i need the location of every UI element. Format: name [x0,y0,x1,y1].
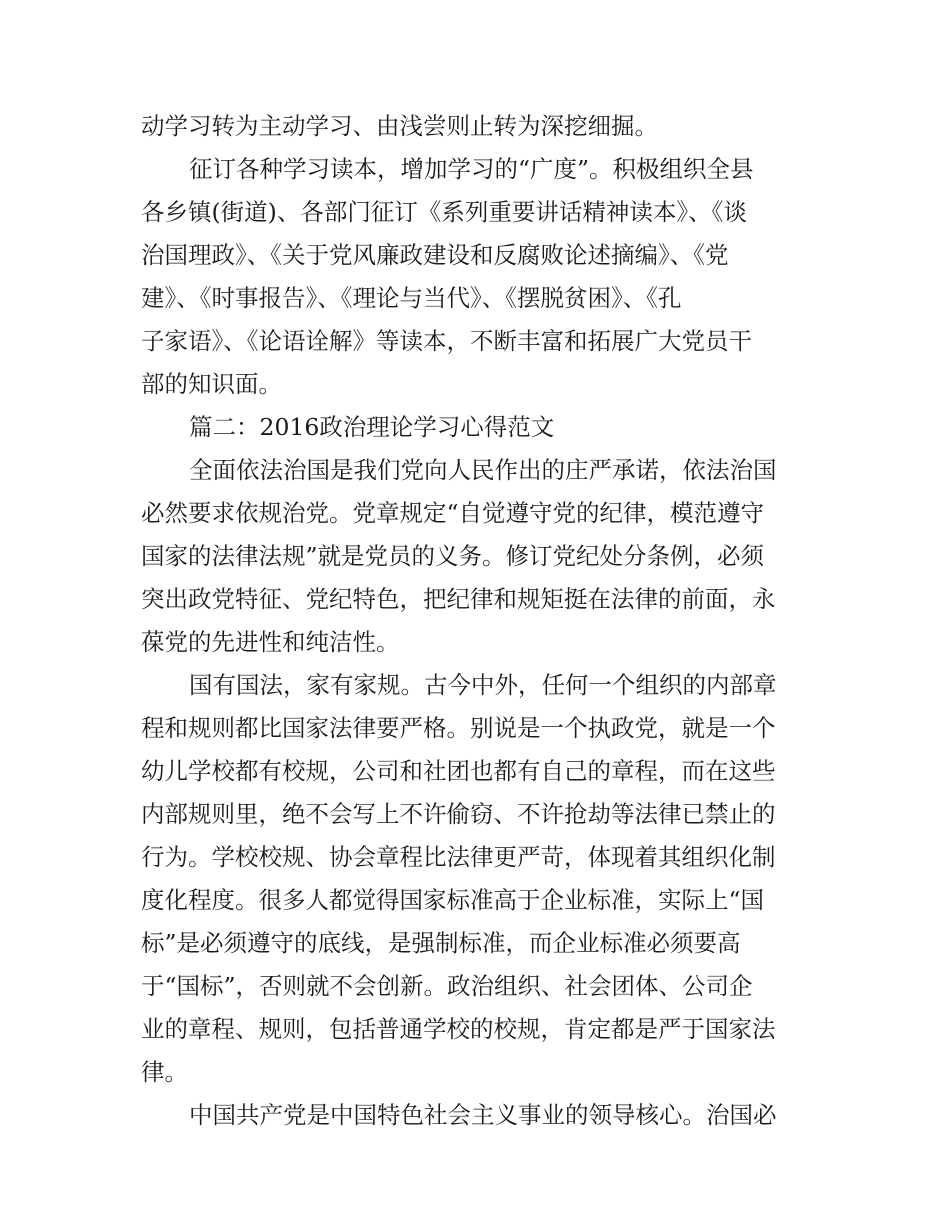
section-heading: 篇二：2016政治理论学习心得范文 [189,413,555,441]
paragraph-first-line: 国有国法，家有家规。古今中外，任何一个组织的内部章 [189,671,777,699]
text-line: 动学习转为主动学习、由浅尝则止转为深挖细掘。 [141,112,658,140]
text-line: 部的知识面。 [141,370,282,398]
text-line: 度化程度。很多人都觉得国家标准高于企业标准，实际上“国 [141,886,765,914]
text-line: 业的章程、规则，包括普通学校的校规，肯定都是严于国家法 [141,1015,776,1043]
text-line: 幼儿学校都有校规，公司和社团也都有自己的章程，而在这些 [141,757,776,785]
text-line: 治国理政》、《关于党风廉政建设和反腐败论述摘编》、《党 [141,241,729,269]
paragraph-first-line: 中国共产党是中国特色社会主义事业的领导核心。治国必 [189,1101,777,1129]
text-line: 葆党的先进性和纯洁性。 [141,628,400,656]
text-line: 行为。学校校规、协会章程比法律更严苛，体现着其组织化制 [141,843,776,871]
text-line: 标”是必须遵守的底线，是强制标准，而企业标准必须要高 [141,929,741,957]
paragraph-first-line: 全面依法治国是我们党向人民作出的庄严承诺，依法治国 [189,456,777,484]
text-line: 国家的法律法规”就是党员的义务。修订党纪处分条例，必须 [141,542,765,570]
text-line: 程和规则都比国家法律要严格。别说是一个执政党，就是一个 [141,714,776,742]
paragraph-first-line: 征订各种学习读本，增加学习的“广度”。积极组织全县 [189,155,754,183]
text-line: 内部规则里，绝不会写上不许偷窃、不许抢劫等法律已禁止的 [141,800,776,828]
text-line: 律。 [141,1058,188,1086]
text-line: 突出政党特征、党纪特色，把纪律和规矩挺在法律的前面，永 [141,585,776,613]
text-line: 各乡镇(街道)、各部门征订《系列重要讲话精神读本》、《谈 [141,198,747,226]
text-line: 建》、《时事报告》、《理论与当代》、《摆脱贫困》、《孔 [141,284,682,312]
text-line: 必然要求依规治党。党章规定“自觉遵守党的纪律，模范遵守 [141,499,765,527]
text-line: 子家语》、《论语诠解》等读本，不断丰富和拓展广大党员干 [141,327,752,355]
text-line: 于“国标”，否则就不会创新。政治组织、社会团体、公司企 [141,972,753,1000]
